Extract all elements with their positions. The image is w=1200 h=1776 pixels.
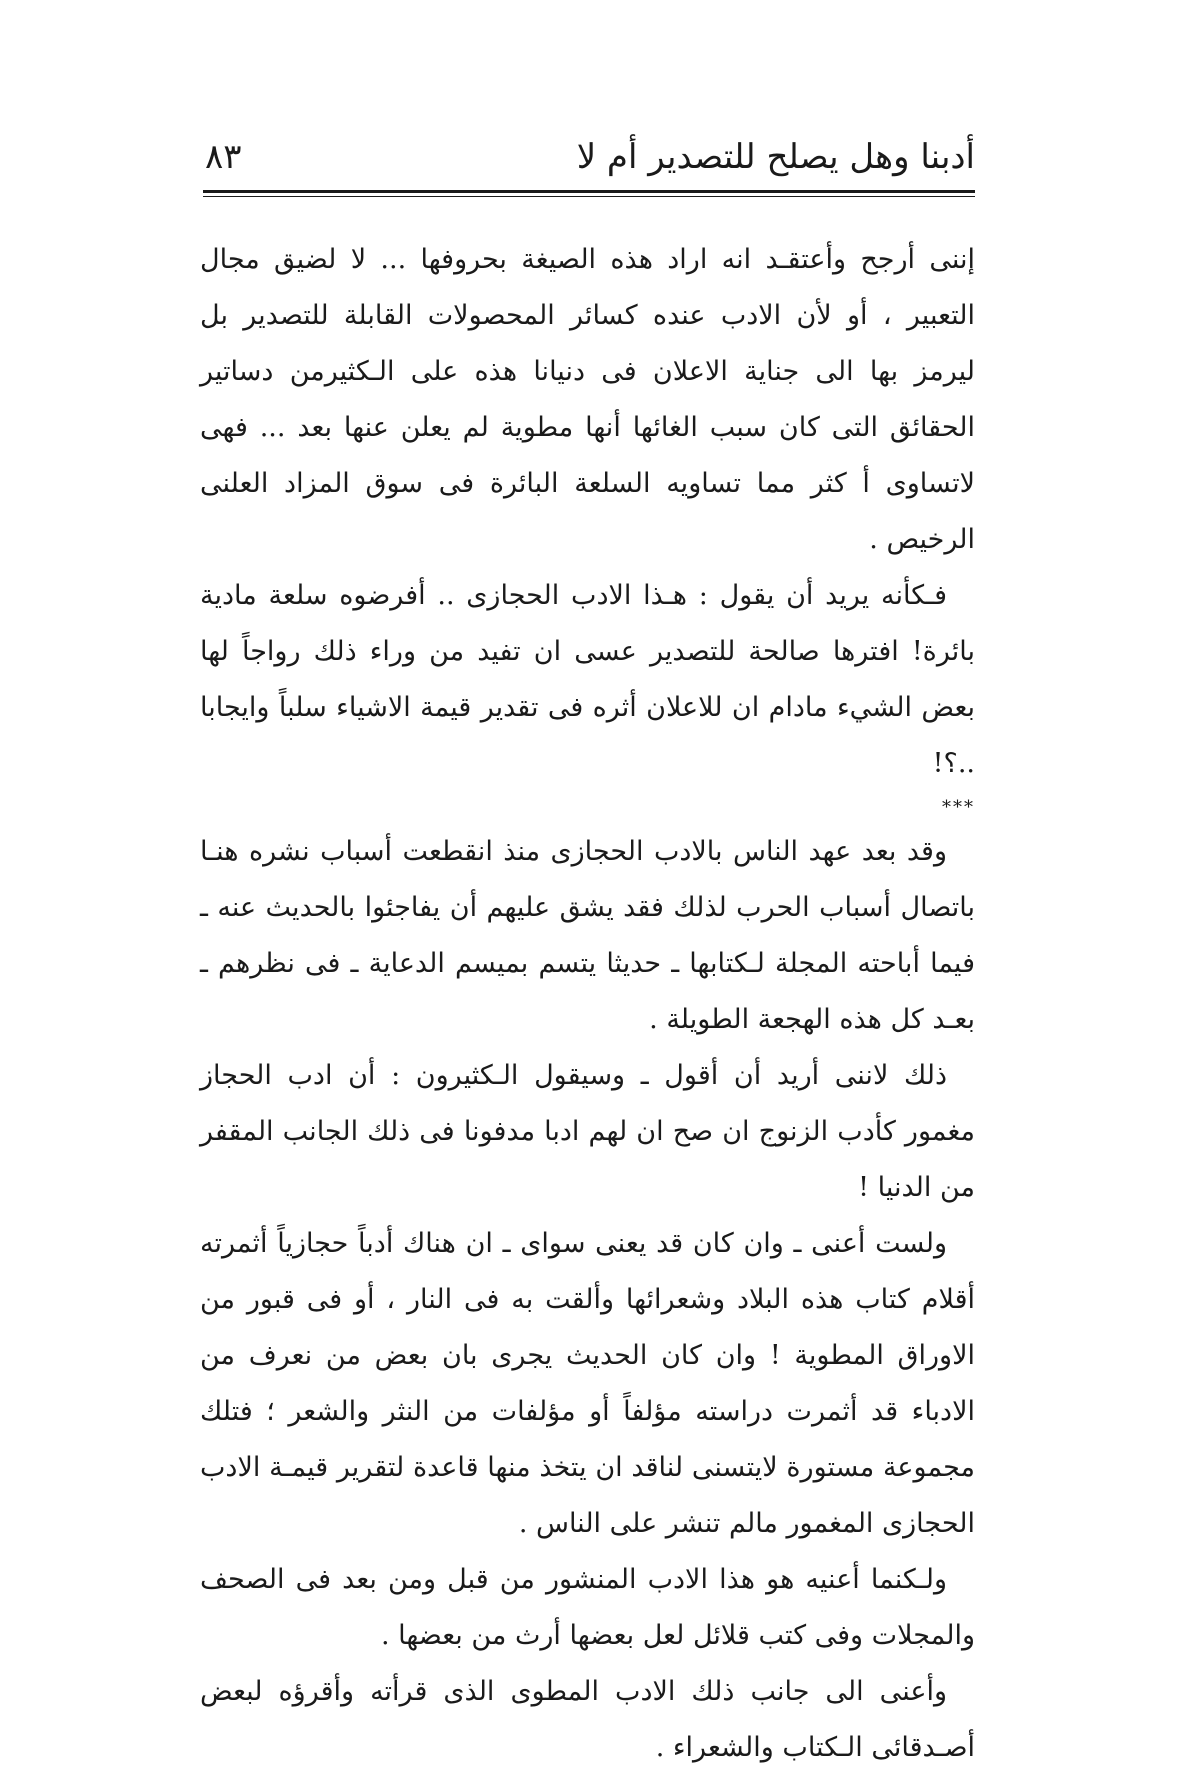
section-separator: *** [942, 797, 975, 818]
paragraph: ولست أعنى ـ وان كان قد يعنى سواى ـ ان هناك أدباً حجازياً أثمرته أقلام كتاب هذه البلاد وشعرائها وألقت به فى النار ، أو فى قبور من الاوراق المطوية ! وان كان الحديث يجرى بان بعض من نعرف من الادباء قد أثمرت دراسته مؤلفاً أو مؤلفات من النثر والشعر ؛ فتلك مجموعة مستورة لايتسنى لناقد ان يتخذ منها قاعدة لتقرير قيمـة الادب الحجازى المغمور مالم تنشر على الناس . [200, 1228, 975, 1539]
paragraph: وأعنى الى جانب ذلك الادب المطوى الذى قرأته وأقرؤه لبعض أصـدقائى الـكتاب والشعراء . [200, 1676, 975, 1763]
running-title: أدبنا وهل يصلح للتصدير أم لا [576, 137, 975, 178]
paragraph: فـكأنه يريد أن يقول : هـذا الادب الحجازى .. أفرضوه سلعة مادية بائرة! افترها صالحة للتصدير عسى ان تفيد من وراء ذلك رواجاً لها بعض الشيء مادام ان للاعلان أثره فى تقدير قيمة الاشياء سلباً وايجابا ..؟! [200, 580, 975, 779]
paragraph: وقد بعد عهد الناس بالادب الحجازى منذ انقطعت أسباب نشره هنـا باتصال أسباب الحرب لذلك فقد يشق عليهم أن يفاجئوا بالحديث عنه ـ فيما أباحته المجلة لـكتابها ـ حديثا يتسم بميسم الدعاية ـ فى نظرهم ـ بعـد كل هذه الهجعة الطويلة . [200, 836, 975, 1035]
paragraph: ولـكنما أعنيه هو هذا الادب المنشور من قبل ومن بعد فى الصحف والمجلات وفى كتب قلائل لعل بعضها أرث من بعضها . [200, 1564, 975, 1651]
running-head [205, 108, 975, 178]
body-text [200, 232, 975, 1776]
page-number: ٨٣ [205, 137, 242, 178]
header-rule [203, 190, 975, 193]
paragraph: إننى أرجح وأعتقـد انه اراد هذه الصيغة بحروفها ... لا لضيق مجال التعبير ، أو لأن الادب عنده كسائر المحصولات القابلة للتصدير بل ليرمز بها الى جناية الاعلان فى دنيانا هذه على الـكثيرمن دساتير الحقائق التى كان سبب الغائها أنها مطوية لم يعلن عنها بعد ... فهى لاتساوى أ كثر مما تساويه السلعة البائرة فى سوق المزاد العلنى الرخيص . [200, 244, 975, 555]
paragraph: ذلك لاننى أريد أن أقول ـ وسيقول الـكثيرون : أن ادب الحجاز مغمور كأدب الزنوج ان صح ان لهم ادبا مدفونا فى ذلك الجانب المقفر من الدنيا ! [200, 1060, 975, 1203]
